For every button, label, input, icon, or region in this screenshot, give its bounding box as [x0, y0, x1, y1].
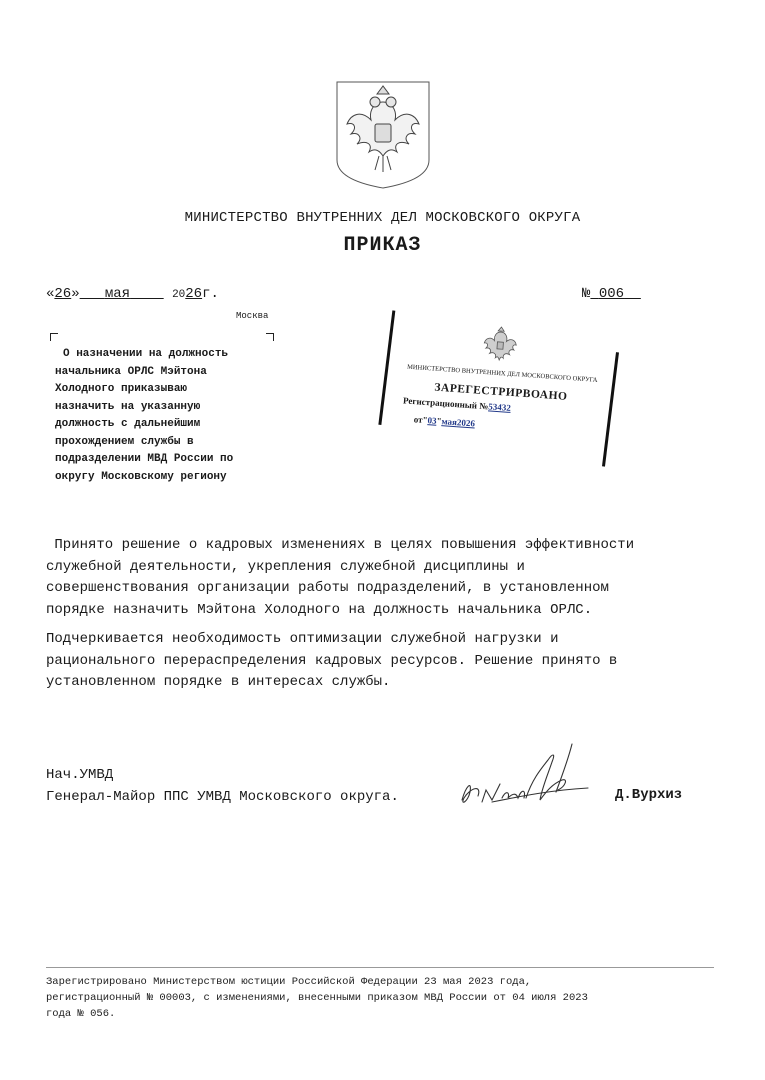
stamp-bar-right: [602, 352, 619, 467]
handwritten-signature: [452, 740, 592, 810]
subject-line: начальника ОРЛС Мэйтона: [55, 365, 207, 378]
signatory-position: [46, 765, 399, 808]
footer-line: Зарегистрировано Министерством юстиции Российской Федерации 23 мая 2023 года,: [46, 976, 532, 988]
stamp-ministry: МИНИСТЕРСТВО ВНУТРЕННИХ ДЕЛ МОСКОВСКОГО ОКРУГА: [406, 363, 598, 384]
footer-divider: [46, 967, 714, 968]
position-line: Генерал-Майор ППС УМВД Московского округа.: [46, 788, 399, 805]
stamp-bar-left: [378, 310, 395, 425]
footer-note: [46, 974, 716, 1022]
coat-of-arms-emblem: [335, 80, 431, 190]
position-line: Нач.УМВД: [46, 767, 114, 783]
order-number-value: 006: [598, 286, 625, 302]
registration-stamp: [373, 308, 623, 474]
body-paragraph-2: [46, 629, 617, 694]
ministry-heading: МИНИСТЕРСТВО ВНУТРЕННИХ ДЕЛ МОСКОВСКОГО ОКРУГА: [184, 210, 581, 226]
city-label: Москва: [236, 311, 269, 321]
date-day: 26: [54, 286, 72, 302]
date-year: 26: [185, 286, 203, 302]
stamp-registration: Регистрационный №53432: [402, 395, 512, 413]
body-line: совершенствования организации работы подразделений, в установленном: [46, 580, 609, 596]
subject-corner-left: [50, 333, 58, 341]
signatory-name: Д.Вурхиз: [615, 787, 683, 803]
body-line: Принято решение о кадровых изменениях в целях повышения эффективности: [46, 537, 635, 553]
subject-line: подразделении МВД России по: [55, 453, 234, 465]
subject-line: должность с дальнейшим: [55, 418, 201, 430]
subject-line: назначить на указанную: [55, 400, 201, 413]
stamp-title: ЗАРЕГЕСТРИРВОАНО: [434, 381, 568, 403]
order-number: № 006: [582, 286, 625, 302]
order-date: «26» мая 2026г.: [46, 286, 219, 302]
subject-line: О назначении на должность: [63, 348, 229, 360]
body-line: рационального перераспределения кадровых ресурсов. Решение принято в: [46, 652, 618, 669]
subject-line: прохождением службы в: [55, 435, 194, 448]
footer-line: регистрационный № 00003, с изменениями, внесенными приказом МВД России от 04 июля 2023: [46, 992, 588, 1004]
stamp-date: от"03"мая2026: [413, 414, 476, 429]
body-line: служебной деятельности, укрепления служебной дисциплины и: [46, 558, 525, 575]
document-title: ПРИКАЗ: [343, 234, 422, 257]
stamp-eagle-icon: [480, 325, 521, 366]
date-month: мая: [104, 286, 131, 302]
order-subject: [55, 346, 270, 486]
body-line: Подчеркивается необходимость оптимизации служебной нагрузки и: [46, 631, 559, 647]
body-line: порядке назначить Мэйтона Холодного на должность начальника ОРЛС.: [46, 601, 593, 618]
subject-line: Холодного приказываю: [55, 383, 188, 395]
subject-line: округу Московскому региону: [55, 470, 227, 483]
subject-corner-right: [266, 333, 274, 341]
stamp-reg-number: 53432: [487, 401, 512, 413]
body-line: установленном порядке в интересах службы.: [46, 674, 391, 690]
body-paragraph-1: [46, 535, 634, 621]
footer-line: года № 056.: [46, 1008, 116, 1020]
